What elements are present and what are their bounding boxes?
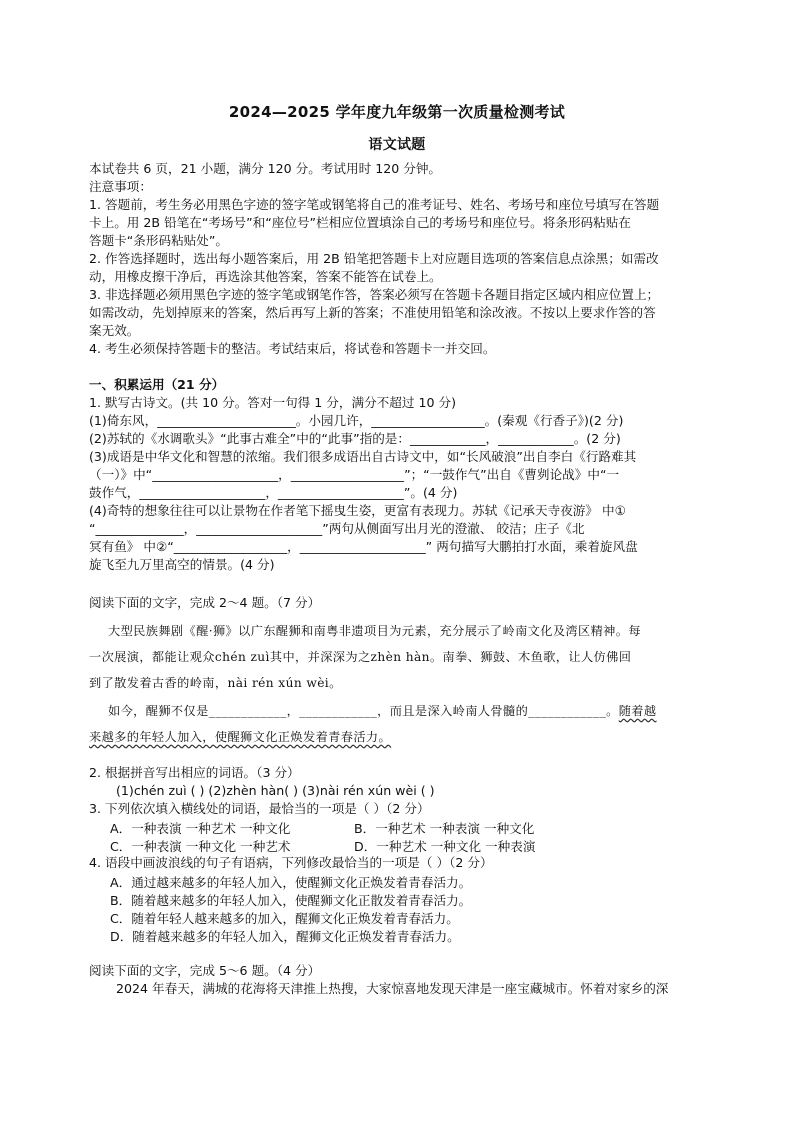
question-1-part-3-line-2: （一）》中“____________________，__________________”；“一鼓作气”出自《曹刿论战》中“一 <box>89 467 620 482</box>
exam-title: 2024—2025 学年度九年级第一次质量检测考试 <box>228 103 566 121</box>
passage-1-line-3: 到了散发着古香的岭南，nài rén xún wèi。 <box>89 676 342 690</box>
passage-3-line-1: 2024 年春天，满城的花海将天津推上热搜，大家惊喜地发现天津是一座宝藏城市。怀着对家乡的深 <box>116 981 669 996</box>
notice-2-line-2: 动，用橡皮擦干净后，再选涂其他答案，答案不能答在试卷上。 <box>89 269 442 284</box>
question-2-items: (1)chén zuì ( ) (2)zhèn hàn( ) (3)nài rén xún wèi ( ) <box>116 783 435 798</box>
question-4-stem: 4. 语段中画波浪线的句子有语病，下列修改最恰当的一项是（ ）（2 分） <box>89 855 493 870</box>
question-4-option-c: C．随着年轻人越来越多的加入，醒狮文化正焕发着青春活力。 <box>110 911 459 926</box>
question-1-part-1: (1)倚东风，______________________。小园几许，__________________。(秦观《行香子》)(2 分) <box>89 413 624 428</box>
question-1-part-4-line-4: 旋飞至九万里高空的情景。(4 分) <box>89 557 275 572</box>
wavy-sentence-part-1: 随着越 <box>618 704 657 718</box>
notice-3-line-1: 3. 非选择题必须用黑色字迹的签字笔或钢笔作答，答案必须写在答题卡各题目指定区域内相应位置上； <box>89 287 660 302</box>
notice-1-line-1: 1. 答题前，考生务必用黑色字迹的签字笔或钢笔将自己的准考证号、姓名、考场号和座位号填写在答题 <box>89 197 660 212</box>
passage-1-line-2: 一次展演，都能让观众chén zuì其中，并深深为之zhèn hàn。南拳、狮鼓、木鱼歌，让人仿佛回 <box>89 650 632 664</box>
question-1-part-4-line-2: “______________，____________________”两句从侧面写出月光的澄澈、 皎洁；庄子《北 <box>89 521 585 536</box>
question-3-stem: 3. 下列依次填入横线处的词语，最恰当的一项是（ ）（2 分） <box>89 801 430 816</box>
question-4-option-b: B．随着越来越多的年轻人加入，使醒狮文化正散发着青春活力。 <box>110 893 472 908</box>
notice-3-line-2: 如需改动，先划掉原来的答案，然后再写上新的答案；不准使用铅笔和涂改液。不按以上要求作答的答 <box>89 305 656 320</box>
notice-2-line-1: 2. 作答选择题时，选出每小题答案后，用 2B 铅笔把答题卡上对应题目选项的答案信息点涂黑；如需改 <box>89 251 659 266</box>
question-2-stem: 2. 根据拼音写出相应的词语。（3 分） <box>89 765 300 780</box>
passage-1-line-1: 大型民族舞剧《醒·狮》以广东醒狮和南粤非遗项目为元素，充分展示了岭南文化及湾区精神。每 <box>108 624 641 638</box>
notice-heading: 注意事项： <box>89 179 152 194</box>
question-1-part-3-line-3: 鼓作气，____________________，____________________”。(4 分) <box>89 485 458 500</box>
wavy-sentence-part-2: 来越多的年轻人加入，使醒狮文化正焕发着青春活力。 <box>89 730 392 744</box>
exam-summary: 本试卷共 6 页，21 小题，满分 120 分。考试用时 120 分钟。 <box>89 161 442 176</box>
question-3-option-c: C．一种表演 一种文化 一种艺术 <box>110 839 291 854</box>
question-1-stem: 1. 默写古诗文。(共 10 分。答对一句得 1 分，满分不超过 10 分) <box>89 395 456 410</box>
question-1-part-2: (2)苏轼的《水调歌头》“此事古难全”中的“此事”指的是：____________，____________。(2 分) <box>89 431 621 446</box>
reading-1-prompt: 阅读下面的文字，完成 2～4 题。（7 分） <box>89 595 321 610</box>
notice-4-line-1: 4. 考生必须保持答题卡的整洁。考试结束后，将试卷和答题卡一并交回。 <box>89 341 496 356</box>
passage-2-line-1 <box>108 702 738 720</box>
question-4-option-a: A．通过越来越多的年轻人加入，使醒狮文化正焕发着青春活力。 <box>110 875 472 890</box>
question-3-option-b: B．一种艺术 一种表演 一种文化 <box>354 821 535 836</box>
exam-subtitle: 语文试题 <box>368 137 426 153</box>
reading-2-prompt: 阅读下面的文字，完成 5～6 题。（4 分） <box>89 963 321 978</box>
notice-1-line-3: 答题卡“条形码粘贴处”。 <box>89 233 228 248</box>
question-3-option-a: A．一种表演 一种艺术 一种文化 <box>110 821 291 836</box>
question-3-option-d: D．一种艺术 一种文化 一种表演 <box>354 839 536 854</box>
notice-3-line-3: 案无效。 <box>89 323 140 338</box>
passage-2-lead-text: 如今，醒狮不仅是____________，____________，而且是深入岭南人骨髓的____________。 <box>108 704 619 718</box>
question-1-part-3-line-1: (3)成语是中华文化和智慧的浓缩。我们很多成语出自古诗文中，如“长风破浪”出自李白《行路难其 <box>89 449 637 464</box>
question-1-part-4-line-1: (4)奇特的想象往往可以让景物在作者笔下摇曳生姿，更富有表现力。苏轼《记承天寺夜游》 中① <box>89 503 626 518</box>
notice-1-line-2: 卡上。用 2B 铅笔在“考场号”和“座位号”栏相应位置填涂自己的考场号和座位号。将条形码粘贴在 <box>89 215 631 230</box>
section-heading: 一、积累运用（21 分） <box>89 377 225 392</box>
question-1-part-4-line-3: 冥有鱼》 中②“__________________，____________________” 两句描写大鹏拍打水面，乘着旋风盘 <box>89 539 638 554</box>
question-4-option-d: D．随着越来越多的年轻人加入，醒狮文化正焕发着青春活力。 <box>110 929 460 944</box>
passage-2-line-2 <box>89 728 719 746</box>
